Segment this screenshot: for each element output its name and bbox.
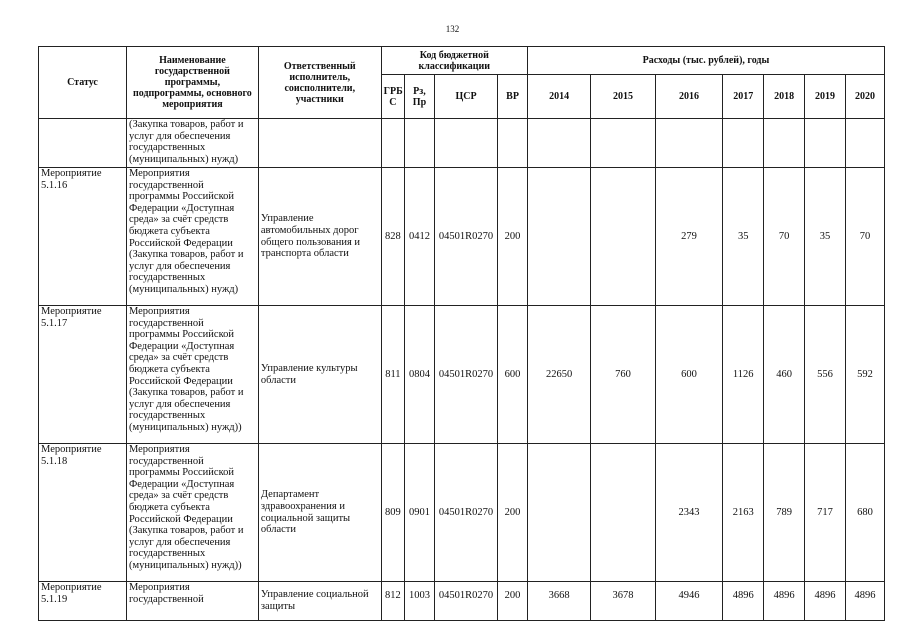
table-row <box>39 582 885 621</box>
header-expenses: Расходы (тыс. рублей), годы <box>527 47 884 75</box>
rzpr-cell: 0412 <box>405 168 435 306</box>
amount-cell <box>723 119 764 168</box>
amount-cell: 460 <box>764 306 805 444</box>
amount-cell: 4896 <box>764 582 805 621</box>
amount-cell: 2163 <box>723 444 764 582</box>
vr-cell <box>498 119 528 168</box>
header-year: 2018 <box>764 75 805 119</box>
grbs-cell: 811 <box>381 306 405 444</box>
amount-cell <box>591 444 655 582</box>
table-row <box>39 444 885 582</box>
table-row <box>39 119 885 168</box>
amount-cell: 35 <box>723 168 764 306</box>
amount-cell: 789 <box>764 444 805 582</box>
header-csr: ЦСР <box>434 75 497 119</box>
amount-cell: 680 <box>845 444 884 582</box>
status-cell: Мероприятие 5.1.19 <box>39 582 127 621</box>
amount-cell: 3678 <box>591 582 655 621</box>
rzpr-cell: 0804 <box>405 306 435 444</box>
csr-cell <box>434 119 497 168</box>
amount-cell: 4946 <box>655 582 723 621</box>
header-status: Статус <box>39 47 127 119</box>
amount-cell: 70 <box>764 168 805 306</box>
amount-cell: 760 <box>591 306 655 444</box>
status-cell: Мероприятие 5.1.16 <box>39 168 127 306</box>
budget-table <box>38 46 885 621</box>
table-row <box>39 168 885 306</box>
executor-cell: Управление культуры области <box>258 306 381 444</box>
name-cell: Мероприятия государственной программы Российской Федерации «Доступная среда» за счёт средств бюджета субъекта Российской Федерации (Закупка товаров, работ и услуг для обеспечения государственных (муниципальных) нужд)) <box>126 444 258 582</box>
amount-cell <box>591 119 655 168</box>
name-cell: Мероприятия государственной программы Российской Федерации «Доступная среда» за счёт средств бюджета субъекта Российской Федерации (Закупка товаров, работ и услуг для обеспечения государственных (муниципальных) нужд) <box>126 168 258 306</box>
vr-cell: 200 <box>498 444 528 582</box>
amount-cell <box>845 119 884 168</box>
header-year: 2020 <box>845 75 884 119</box>
executor-cell <box>258 119 381 168</box>
amount-cell: 70 <box>845 168 884 306</box>
amount-cell: 3668 <box>527 582 590 621</box>
executor-cell: Управление социальной защиты <box>258 582 381 621</box>
page-number: 132 <box>445 24 460 34</box>
csr-cell: 04501R0270 <box>434 582 497 621</box>
grbs-cell: 809 <box>381 444 405 582</box>
name-cell: (Закупка товаров, работ и услуг для обеспечения государственных (муниципальных) нужд) <box>126 119 258 168</box>
amount-cell: 4896 <box>845 582 884 621</box>
header-rzpr: Рз, Пр <box>405 75 435 119</box>
amount-cell: 2343 <box>655 444 723 582</box>
header-executor: Ответственный исполнитель, соисполнители, участники <box>258 47 381 119</box>
header-budget-code: Код бюджетной классификации <box>381 47 527 75</box>
amount-cell <box>527 444 590 582</box>
amount-cell: 4896 <box>723 582 764 621</box>
header-grbs: ГРБ С <box>381 75 405 119</box>
vr-cell: 600 <box>498 306 528 444</box>
name-cell: Мероприятия государственной программы Российской Федерации «Доступная среда» за счёт средств бюджета субъекта Российской Федерации (Закупка товаров, работ и услуг для обеспечения государственных (муниципальных) нужд)) <box>126 306 258 444</box>
header-name: Наименование государственной программы, подпрограммы, основного мероприятия <box>126 47 258 119</box>
csr-cell: 04501R0270 <box>434 168 497 306</box>
amount-cell <box>655 119 723 168</box>
vr-cell: 200 <box>498 168 528 306</box>
header-year: 2017 <box>723 75 764 119</box>
executor-cell: Управление автомобильных дорог общего пользования и транспорта области <box>258 168 381 306</box>
amount-cell: 4896 <box>805 582 846 621</box>
rzpr-cell <box>405 119 435 168</box>
amount-cell <box>527 119 590 168</box>
grbs-cell: 828 <box>381 168 405 306</box>
header-year: 2014 <box>527 75 590 119</box>
executor-cell: Департамент здравоохранения и социальной защиты области <box>258 444 381 582</box>
vr-cell: 200 <box>498 582 528 621</box>
header-year: 2019 <box>805 75 846 119</box>
status-cell <box>39 119 127 168</box>
grbs-cell: 812 <box>381 582 405 621</box>
csr-cell: 04501R0270 <box>434 306 497 444</box>
amount-cell: 35 <box>805 168 846 306</box>
table-row <box>39 306 885 444</box>
amount-cell <box>805 119 846 168</box>
header-year: 2015 <box>591 75 655 119</box>
header-vr: ВР <box>498 75 528 119</box>
amount-cell: 592 <box>845 306 884 444</box>
name-cell: Мероприятия государственной <box>126 582 258 621</box>
amount-cell: 22650 <box>527 306 590 444</box>
amount-cell <box>527 168 590 306</box>
grbs-cell <box>381 119 405 168</box>
rzpr-cell: 1003 <box>405 582 435 621</box>
amount-cell: 279 <box>655 168 723 306</box>
csr-cell: 04501R0270 <box>434 444 497 582</box>
status-cell: Мероприятие 5.1.17 <box>39 306 127 444</box>
amount-cell: 600 <box>655 306 723 444</box>
amount-cell: 1126 <box>723 306 764 444</box>
amount-cell <box>764 119 805 168</box>
amount-cell: 556 <box>805 306 846 444</box>
status-cell: Мероприятие 5.1.18 <box>39 444 127 582</box>
header-year: 2016 <box>655 75 723 119</box>
amount-cell: 717 <box>805 444 846 582</box>
amount-cell <box>591 168 655 306</box>
rzpr-cell: 0901 <box>405 444 435 582</box>
